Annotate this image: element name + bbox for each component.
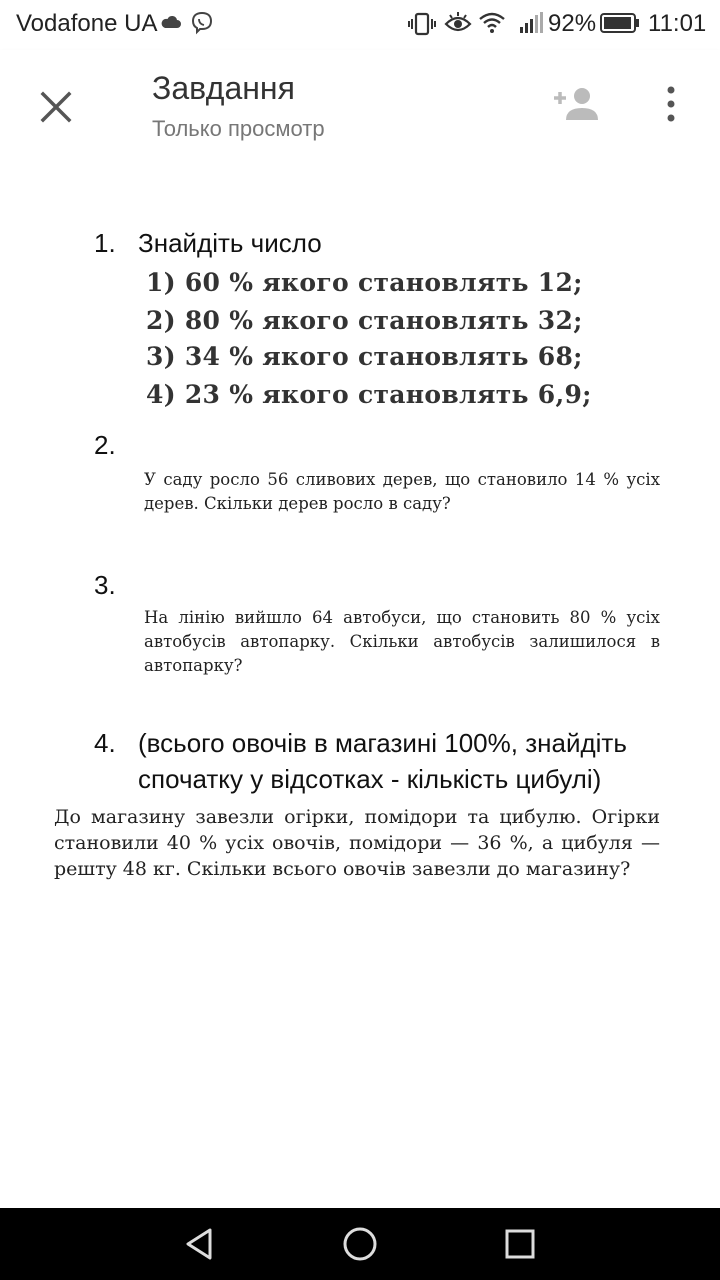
signal-icon [518,11,544,35]
back-button[interactable] [180,1224,220,1264]
page-title: Завдання [152,70,295,106]
task1-item: 1) 60 % якого становлять 12; [146,268,583,297]
cloud-icon [160,11,182,33]
recents-icon [500,1224,540,1264]
task4-hint-line1: (всього овочів в магазині 100%, знайдіть [138,728,627,758]
close-icon [32,83,80,131]
battery-percent: 92% [548,10,597,37]
more-vert-icon [656,84,686,124]
clock: 11:01 [648,10,707,37]
task3-text: На лінію вийшло 64 автобуси, що становить 80 % усіх автобусів автопарку. Скільки автобусів залишилося в автопарку? [144,608,660,675]
navigation-bar [0,1208,720,1280]
vibrate-icon [408,11,436,37]
person-add-icon [550,84,604,124]
carrier-name: Vodafone UA [16,10,158,37]
view-only-label: Только просмотр [152,116,325,141]
eye-comfort-icon [444,11,472,35]
app-bar [0,50,720,158]
task2-text: У саду росло 56 сливових дерев, що становило 14 % усіх дерев. Скільки дерев росло в саду? [144,470,660,513]
viber-icon [190,11,214,35]
task4-number: 4. [94,728,116,758]
more-options-button[interactable] [656,84,686,124]
task2-number: 2. [94,430,116,460]
task1-item: 2) 80 % якого становлять 32; [146,306,583,335]
home-icon [340,1224,380,1264]
recents-button[interactable] [500,1224,540,1264]
task1-title: Знайдіть число [138,228,322,258]
back-icon [180,1224,220,1264]
task1-item: 3) 34 % якого становлять 68; [146,342,583,371]
document-view[interactable] [0,158,720,1208]
task4-text: До магазину завезли огірки, помідори та цибулю. Огірки становили 40 % усіх овочів, помідори — 36 %, а цибуля — решту 48 кг. Скільки всього овочів завезли до магазину? [54,806,660,880]
task4-hint-line2: спочатку у відсотках - кількість цибулі) [138,764,602,794]
home-button[interactable] [340,1224,380,1264]
task3-number: 3. [94,570,116,600]
status-bar [0,0,720,50]
task1-number: 1. [94,228,116,258]
share-button[interactable] [550,84,604,124]
task1-item: 4) 23 % якого становлять 6,9; [146,380,592,409]
wifi-icon [478,11,506,35]
close-button[interactable] [32,83,80,131]
battery-icon [600,11,640,35]
